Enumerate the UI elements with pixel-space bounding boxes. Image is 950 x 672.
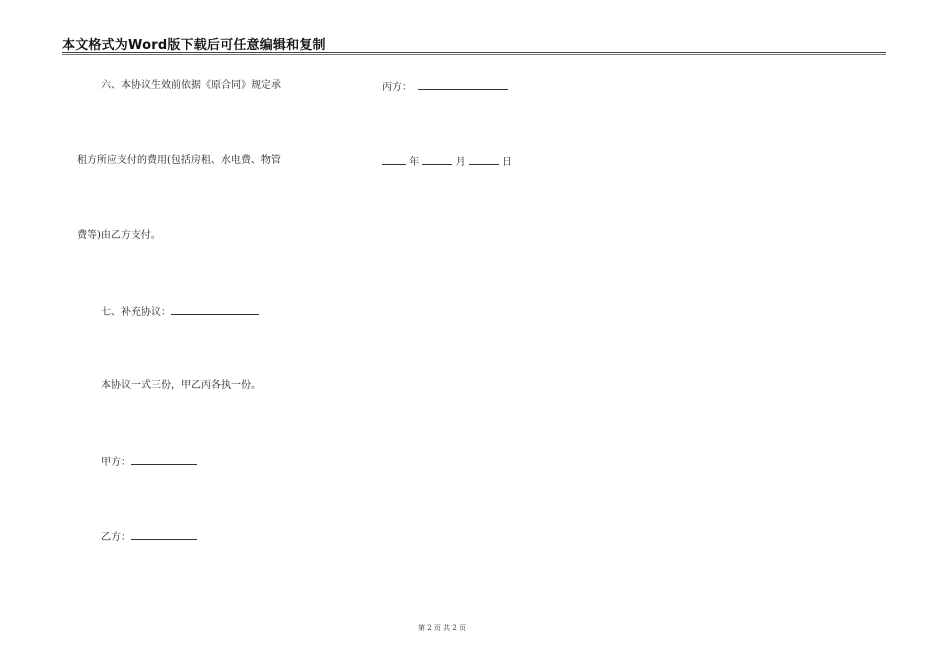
party-c-signature-blank[interactable] [418, 80, 508, 90]
supplement-agreement-row [101, 305, 259, 319]
supplement-agreement-blank[interactable] [171, 305, 259, 315]
supplement-agreement-label: 七、补充协议： [101, 307, 171, 318]
date-year-label: 年 [409, 157, 420, 168]
clause-six-line-1: 六、本协议生效前依据《原合同》规定承 [101, 80, 281, 91]
party-a-signature-blank[interactable] [131, 455, 197, 465]
page-number-footer: 第 2 页 共 2 页 [417, 624, 467, 632]
party-b-signature-blank[interactable] [131, 530, 197, 540]
copies-statement: 本协议一式三份，甲乙丙各执一份。 [101, 380, 261, 391]
clause-six-line-2: 租方所应支付的费用(包括房租、水电费、物管 [77, 155, 281, 166]
date-day-blank[interactable] [469, 155, 499, 165]
date-month-label: 月 [455, 157, 466, 168]
party-a-label: 甲方： [101, 457, 131, 468]
date-row [382, 155, 512, 169]
header-divider [62, 52, 886, 55]
party-c-row [382, 80, 508, 94]
party-c-label: 丙方： [382, 82, 412, 93]
date-day-label: 日 [501, 157, 512, 168]
clause-six-line-3: 费等)由乙方支付。 [77, 230, 161, 241]
date-year-blank[interactable] [382, 155, 406, 165]
party-b-label: 乙方： [101, 532, 131, 543]
document-header-title: 本文格式为Word版下载后可任意编辑和复制 [62, 38, 326, 53]
date-month-blank[interactable] [422, 155, 452, 165]
party-b-row [101, 530, 197, 544]
party-a-row [101, 455, 197, 469]
